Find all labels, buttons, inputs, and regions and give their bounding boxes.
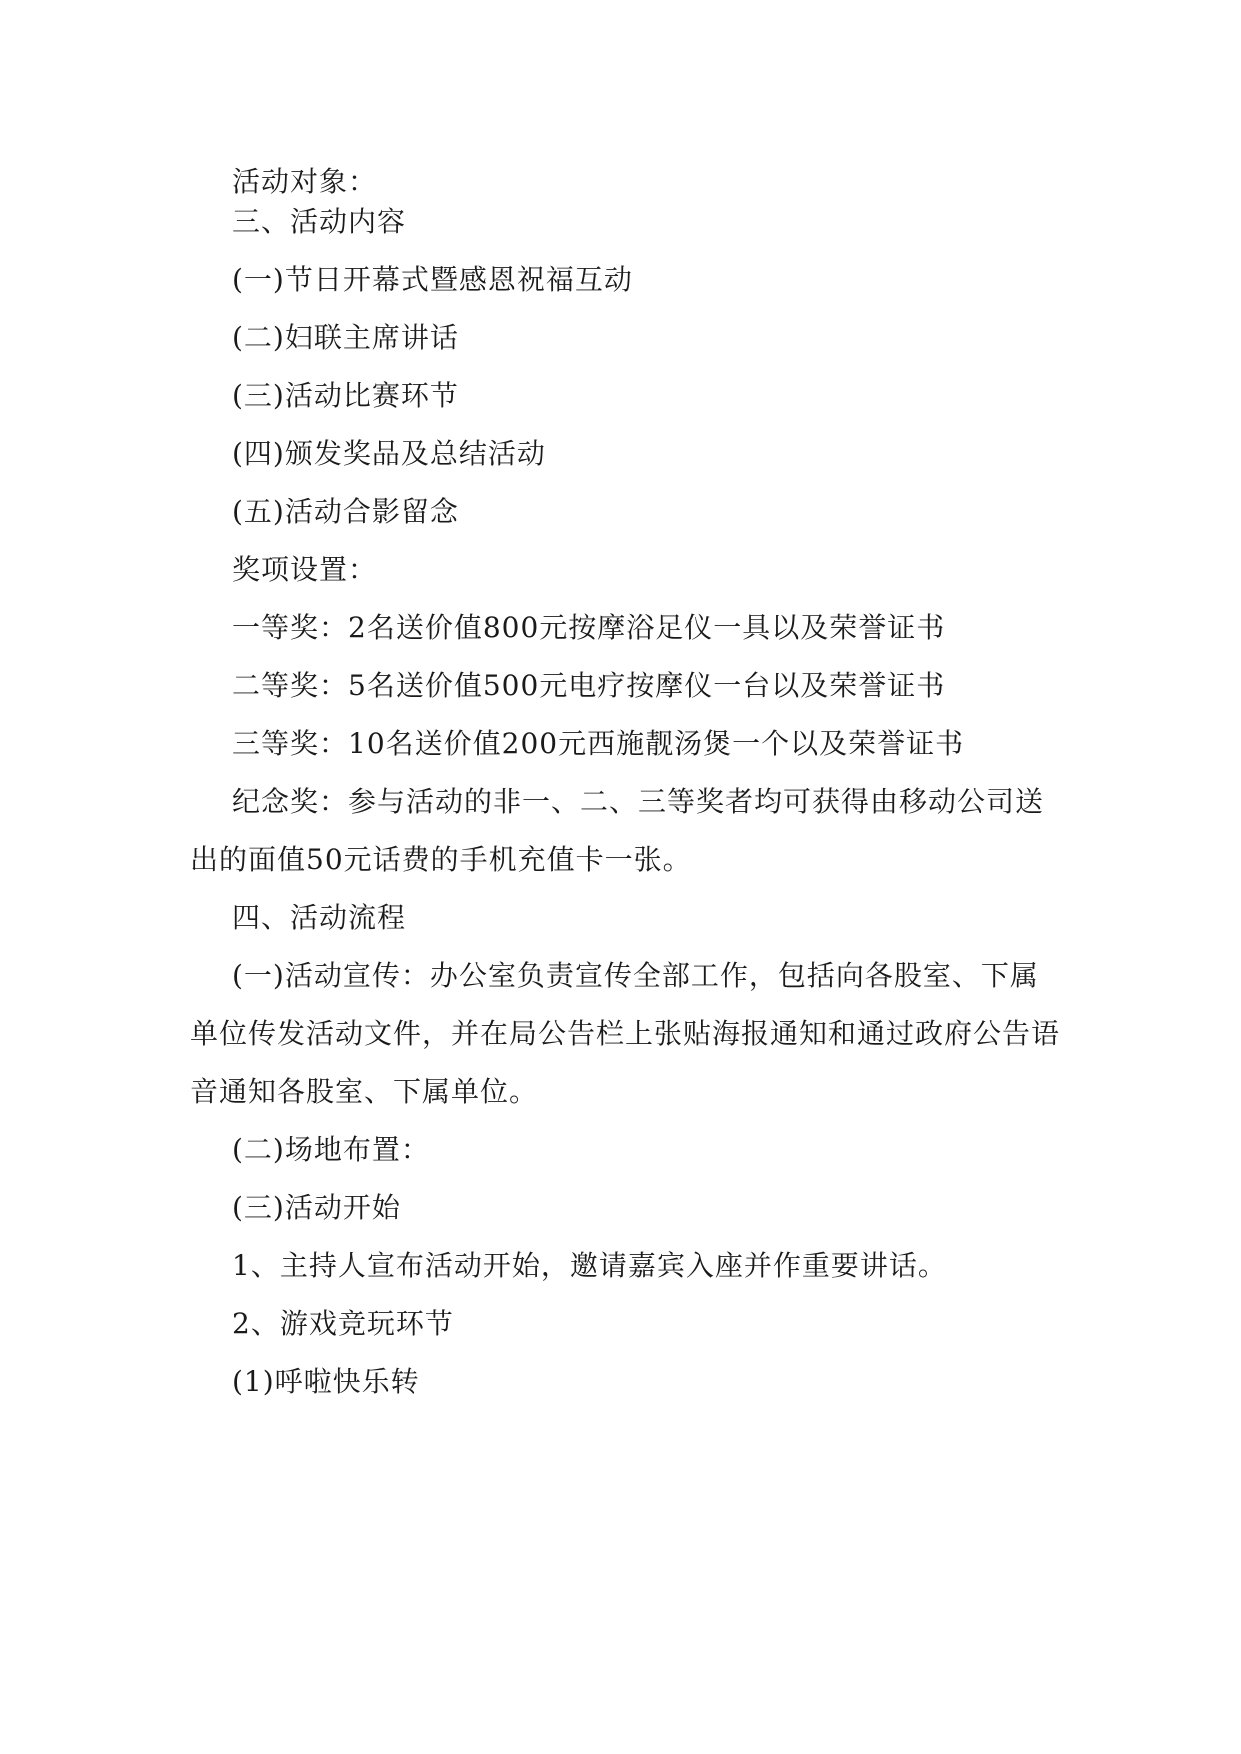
start-step-1: 1、主持人宣布活动开始，邀请嘉宾入座并作重要讲话。 xyxy=(232,1249,947,1282)
process-promotion-line-1: (一)活动宣传：办公室负责宣传全部工作，包括向各股室、下属 xyxy=(232,959,1039,992)
award-first-prize: 一等奖：2名送价值800元按摩浴足仪一具以及荣誉证书 xyxy=(232,611,946,644)
section-four-heading: 四、活动流程 xyxy=(232,901,407,934)
activity-target-line: 活动对象： xyxy=(232,165,378,198)
process-venue-setup: (二)场地布置： xyxy=(232,1133,430,1166)
process-activity-start: (三)活动开始 xyxy=(232,1191,401,1224)
awards-heading: 奖项设置： xyxy=(232,553,378,586)
section-three-heading: 三、活动内容 xyxy=(232,205,407,238)
award-third-prize: 三等奖：10名送价值200元西施靓汤煲一个以及荣誉证书 xyxy=(232,727,965,760)
process-promotion-line-3: 音通知各股室、下属单位。 xyxy=(190,1075,539,1108)
start-step-2: 2、游戏竞玩环节 xyxy=(232,1307,454,1340)
process-promotion-line-2: 单位传发活动文件，并在局公告栏上张贴海报通知和通过政府公告语 xyxy=(190,1017,1061,1050)
award-memorial-line-2: 出的面值50元话费的手机充值卡一张。 xyxy=(190,843,692,876)
award-second-prize: 二等奖：5名送价值500元电疗按摩仪一台以及荣誉证书 xyxy=(232,669,946,702)
content-item-5: (五)活动合影留念 xyxy=(232,495,459,528)
game-item-1: (1)呼啦快乐转 xyxy=(232,1365,420,1398)
content-item-3: (三)活动比赛环节 xyxy=(232,379,459,412)
content-item-1: (一)节日开幕式暨感恩祝福互动 xyxy=(232,263,633,296)
award-memorial-line-1: 纪念奖：参与活动的非一、二、三等奖者均可获得由移动公司送 xyxy=(232,785,1045,818)
content-item-2: (二)妇联主席讲话 xyxy=(232,321,459,354)
content-item-4: (四)颁发奖品及总结活动 xyxy=(232,437,546,470)
